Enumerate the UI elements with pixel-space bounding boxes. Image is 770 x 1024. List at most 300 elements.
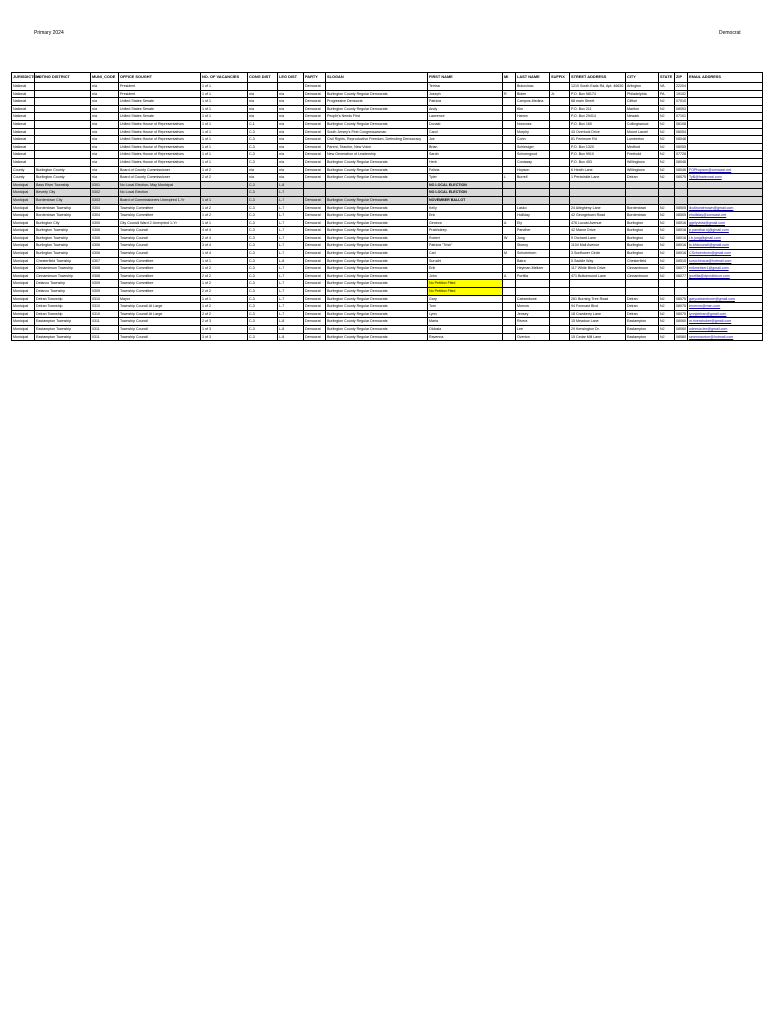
cell-zip: 08515 [675,257,688,265]
cell-first-name: Lynn [428,310,503,318]
cell-office-sought: Township Committee [119,272,201,280]
cell-first-name: Carol [428,128,503,136]
cell-street-address [570,189,626,197]
cell-first-name: Patricia "Trish" [428,242,503,250]
cell-muni-code: 0302 [91,189,119,197]
cell-vacancies: 2 of 2 [201,288,248,296]
cell-slogan: Burlington County Regular Democrats [326,310,428,318]
cell-zip [675,288,688,296]
cell-zip: 08016 [675,219,688,227]
cell-mi: A [503,272,516,280]
cell-email-address [688,90,763,98]
cell-muni-code: n/a [91,113,119,121]
cell-email-address[interactable]: suruchinaus@hotmail.com [688,257,763,265]
cell-vacancies: 2 of 2 [201,310,248,318]
cell-jurisdiction: Municipal [12,318,35,326]
cell-email-address[interactable]: FOPhopson@comcast.net [688,166,763,174]
cell-vacancies [201,189,248,197]
cell-mi [503,257,516,265]
cell-suffix [550,219,570,227]
cell-email-address[interactable]: ts.bhtcouncil@gmail.com [688,242,763,250]
cell-party: Democrat [304,196,326,204]
cell-state: NJ [659,326,675,334]
cell-email-address[interactable]: tmorrow@msn.com [688,303,763,311]
cell-street-address: 1104 Mail Avenue [570,242,626,250]
cell-last-name: Schlesiger [516,143,550,151]
cell-zip: 08075 [675,295,688,303]
cell-office-sought: No Local Election [119,189,201,197]
cell-zip [675,189,688,197]
cell-leg-dist: n/a [278,105,304,113]
cell-vacancies: 2 of 2 [201,174,248,182]
cell-city: Newark [626,113,659,121]
cell-street-address: 9 Orchard Lane [570,234,626,242]
cell-mi [503,98,516,106]
cell-zip [675,181,688,189]
cell-leg-dist: L-8 [278,318,304,326]
cell-first-name: Joseph [428,90,503,98]
cell-last-name: Lasko [516,204,550,212]
cell-last-name [516,288,550,296]
cell-suffix [550,158,570,166]
cell-slogan: New Generation of Leadership [326,151,428,159]
cell-street-address: 6 Heath Lane [570,166,626,174]
cell-state: NJ [659,250,675,258]
cell-jurisdiction: National [12,120,35,128]
cell-zip: 07010 [675,98,688,106]
cell-voting-district: Delanco Township [35,280,91,288]
cell-voting-district [35,158,91,166]
cell-office-sought: United States House of Representatives [119,151,201,159]
cell-mi [503,303,516,311]
cell-cong-dist: C-3 [248,310,278,318]
cell-jurisdiction: Municipal [12,250,35,258]
cell-cong-dist: C-3 [248,318,278,326]
cell-street-address: 1210 South Eads Rd, Apt. 46630 [570,83,626,91]
table-row [12,204,763,212]
cell-zip: 08060 [675,326,688,334]
cell-party: Democrat [304,166,326,174]
cell-vacancies: 1 of 1 [201,83,248,91]
cell-slogan: Burlington County Regular Democrats [326,318,428,326]
cell-state: NJ [659,295,675,303]
column-header-no-of-vacancies: NO. OF VACANCIES [201,73,248,83]
cell-first-name: Andy [428,105,503,113]
cell-slogan: Burlington County Regular Democrats [326,250,428,258]
cell-leg-dist: L-8 [278,333,304,341]
cell-street-address: 117 White Birch Drive [570,265,626,273]
cell-office-sought: United States Senate [119,113,201,121]
cell-street-address: 29 Kensington Dr. [570,326,626,334]
cell-vacancies: 1 of 1 [201,143,248,151]
cell-muni-code: n/a [91,105,119,113]
cell-slogan: Burlington County Regular Democrats [326,326,428,334]
cell-office-sought: Township Committee [119,212,201,220]
cell-zip: 08075 [675,310,688,318]
column-header-first-name: FIRST NAME [428,73,503,83]
cell-cong-dist: C-3 [248,151,278,159]
cell-zip: 08060 [675,318,688,326]
cell-slogan: South Jersey's First Congresswoman [326,128,428,136]
cell-slogan: Burlington County Regular Democrats [326,227,428,235]
cell-email-address[interactable]: ggelyvista@gmail.com [688,219,763,227]
column-header-mi: MI [503,73,516,83]
cell-suffix [550,310,570,318]
cell-first-name: No Petition Filed [428,280,503,288]
cell-party: Democrat [304,303,326,311]
cell-cong-dist: C-3 [248,212,278,220]
table-row [12,318,763,326]
cell-office-sought: United States House of Representatives [119,158,201,166]
cell-email-address [688,196,763,204]
cell-slogan [326,83,428,91]
table-row [12,120,763,128]
cell-vacancies: 4 of 4 [201,227,248,235]
cell-cong-dist: C-3 [248,257,278,265]
cell-suffix [550,98,570,106]
cell-office-sought: City Council Ward 2 Unexpired 1-Yr [119,219,201,227]
cell-voting-district: Chesterfield Township [35,257,91,265]
cell-mi [503,280,516,288]
cell-suffix [550,212,570,220]
cell-state: NJ [659,212,675,220]
cell-city: Arlington [626,83,659,91]
cell-email-address [688,181,763,189]
column-header-email-address: EMAIL ADDRESS [688,73,763,83]
cell-last-name: Ely [516,219,550,227]
cell-last-name: Pandher [516,227,550,235]
cell-city: Burlington [626,234,659,242]
cell-state: NJ [659,257,675,265]
cell-first-name: Joe [428,136,503,144]
cell-mi [503,128,516,136]
cell-leg-dist: L-7 [278,265,304,273]
cell-muni-code: 0310 [91,310,119,318]
table-row [12,189,763,197]
cell-suffix [550,234,570,242]
cell-slogan: Burlington County Regular Democrats [326,242,428,250]
cell-vacancies: 1 of 2 [201,204,248,212]
cell-suffix [550,166,570,174]
cell-street-address [570,288,626,296]
cell-muni-code: n/a [91,120,119,128]
cell-first-name: Tyler [428,174,503,182]
table-row [12,234,763,242]
cell-state: PA [659,90,675,98]
column-header-party: PARTY [304,73,326,83]
cell-street-address: P.O. Box 1320 [570,143,626,151]
header-row [12,73,763,83]
cell-cong-dist: C-3 [248,219,278,227]
cell-city: Burlington [626,242,659,250]
cell-party: Democrat [304,174,326,182]
cell-vacancies: 1 of 2 [201,166,248,174]
cell-suffix [550,189,570,197]
cell-slogan: Burlington County Regular Democrats [326,105,428,113]
cell-email-address [688,98,763,106]
cell-slogan: Burlington County Regular Democrats [326,174,428,182]
cell-zip: 08016 [675,242,688,250]
cell-first-name: Herb [428,158,503,166]
cell-muni-code: 0303 [91,196,119,204]
cell-email-address[interactable]: odeesia.lee@gmail.com [688,326,763,334]
cell-party: Democrat [304,143,326,151]
cell-vacancies [201,181,248,189]
cell-muni-code: 0307 [91,257,119,265]
cell-mi [503,143,516,151]
cell-cong-dist: n/a [248,174,278,182]
cell-zip: 08016 [675,234,688,242]
cell-city: Delran [626,174,659,182]
cell-mi: W [503,234,516,242]
table-row [12,219,763,227]
cell-state: NJ [659,158,675,166]
table-row [12,227,763,235]
cell-office-sought: Township Committee [119,257,201,265]
table-row [12,295,763,303]
table-row [12,303,763,311]
cell-last-name: Overton [516,333,550,341]
cell-email-address [688,280,763,288]
cell-muni-code: 0311 [91,333,119,341]
cell-mi [503,136,516,144]
cell-city: Delran [626,310,659,318]
cell-leg-dist: L-7 [278,234,304,242]
cell-email-address[interactable]: m.riverahuber@gmail.com [688,318,763,326]
cell-voting-district: Burlington County [35,174,91,182]
cell-email-address[interactable]: r.b.jung@gmail.com [688,234,763,242]
table-row [12,128,763,136]
cell-voting-district: Cinnaminson Township [35,272,91,280]
cell-street-address: 18 Cranberry Lane [570,310,626,318]
cell-slogan: Burlington County Regular Democrats [326,257,428,265]
cell-first-name: Brian [428,143,503,151]
cell-city: Cinnaminson [626,272,659,280]
table-row [12,250,763,258]
cell-slogan: Civil Rights, Reproductive Freedom, Defending Democracy [326,136,428,144]
cell-email-address[interactable]: CSchoenborn@gmail.com [688,250,763,258]
cell-state: NJ [659,272,675,280]
cell-party: Democrat [304,120,326,128]
cell-voting-district [35,128,91,136]
cell-party [304,181,326,189]
cell-street-address: P.O. Box 9910 [570,151,626,159]
cell-first-name: Robert [428,234,503,242]
table-row [12,196,763,204]
cell-party: Democrat [304,151,326,159]
cell-state [659,181,675,189]
cell-email-address[interactable]: p.pandhar.nj@gmail.com [688,227,763,235]
cell-jurisdiction: Municipal [12,196,35,204]
cell-cong-dist: C-3 [248,272,278,280]
cell-slogan: Burlington County Regular Democrats [326,234,428,242]
candidate-table [11,72,763,341]
cell-muni-code: n/a [91,158,119,166]
cell-email-address[interactable]: ravennaorton@hotmail.com [688,333,763,341]
cell-zip: 08046 [675,166,688,174]
cell-mi [503,151,516,159]
cell-party: Democrat [304,98,326,106]
cell-email-address [688,128,763,136]
cell-zip: 08055 [675,143,688,151]
cell-office-sought: President [119,90,201,98]
cell-first-name: John [428,272,503,280]
cell-muni-code: 0304 [91,212,119,220]
cell-muni-code: n/a [91,98,119,106]
column-header-slogan: SLOGAN [326,73,428,83]
cell-jurisdiction: Municipal [12,280,35,288]
cell-cong-dist: C-3 [248,128,278,136]
cell-mi [503,105,516,113]
cell-mi [503,227,516,235]
cell-slogan: Burlington County Regular Democrats [326,333,428,341]
cell-party: Democrat [304,295,326,303]
cell-slogan: Burlington County Regular Democrats [326,212,428,220]
cell-mi [503,120,516,128]
cell-cong-dist: C-3 [248,288,278,296]
table-row [12,288,763,296]
cell-zip: 08016 [675,250,688,258]
cell-mi [503,189,516,197]
cell-leg-dist: L-7 [278,227,304,235]
cell-party: Democrat [304,212,326,220]
cell-mi [503,295,516,303]
cell-slogan [326,181,428,189]
cell-office-sought: Board of County Commissioner [119,166,201,174]
cell-email-address[interactable]: lko4bordenown@gmail.com [688,204,763,212]
cell-jurisdiction: Municipal [12,265,35,273]
cell-jurisdiction: Municipal [12,326,35,334]
cell-street-address: P.O. Box 493 [570,158,626,166]
cell-mi [503,333,516,341]
cell-jurisdiction: National [12,90,35,98]
cell-email-address[interactable]: jportilla@dprodbbcor.com [688,272,763,280]
cell-muni-code: n/a [91,136,119,144]
cell-slogan: Burlington County Regular Democrats [326,265,428,273]
table-row [12,105,763,113]
cell-muni-code: 0306 [91,250,119,258]
column-header-state: STATE [659,73,675,83]
cell-muni-code: n/a [91,128,119,136]
table-row [12,158,763,166]
cell-jurisdiction: Municipal [12,219,35,227]
cell-email-address[interactable]: lynnjdelran@gmail.com [688,310,763,318]
cell-email-address[interactable]: TyB@fosterural.com [688,174,763,182]
cell-suffix [550,242,570,250]
table-row [12,265,763,273]
cell-slogan: Burlington County Regular Democrats [326,166,428,174]
cell-cong-dist [248,83,278,91]
cell-muni-code: 0308 [91,265,119,273]
cell-office-sought: Township Committee [119,288,201,296]
cell-city [626,181,659,189]
cell-jurisdiction: Municipal [12,295,35,303]
cell-city: Burlington [626,227,659,235]
cell-party: Democrat [304,318,326,326]
cell-mi [503,204,516,212]
cell-jurisdiction: National [12,143,35,151]
column-header-cong-dist: CONG DIST [248,73,278,83]
cell-city: Clifton [626,98,659,106]
cell-jurisdiction: Municipal [12,189,35,197]
cell-voting-district: Delran Township [35,295,91,303]
cell-city: Cinnaminson [626,265,659,273]
cell-voting-district: Eastampton Township [35,333,91,341]
cell-last-name: Cohn [516,136,550,144]
cell-state: NJ [659,136,675,144]
cell-jurisdiction: National [12,136,35,144]
cell-vacancies: 2 of 4 [201,234,248,242]
cell-office-sought: Township Council [119,333,201,341]
cell-street-address: 42 Manor Drive [570,227,626,235]
cell-state: NJ [659,204,675,212]
cell-cong-dist: C-3 [248,333,278,341]
cell-street-address: 15 Cedar Mill Lane [570,333,626,341]
cell-zip: 08046 [675,158,688,166]
cell-mi [503,196,516,204]
cell-email-address [688,288,763,296]
cell-email-address[interactable]: garycatrambone@gmail.com [688,295,763,303]
cell-zip: 08060 [675,333,688,341]
cell-leg-dist [278,83,304,91]
table-row [12,212,763,220]
cell-mi [503,212,516,220]
cell-cong-dist: C-3 [248,280,278,288]
cell-muni-code: n/a [91,90,119,98]
cell-state: NJ [659,120,675,128]
cell-email-address[interactable]: erikmeltzer1@gmail.com [688,265,763,273]
cell-vacancies: 1 of 1 [201,219,248,227]
cell-cong-dist: C-3 [248,143,278,151]
cell-email-address[interactable]: eholliday@comcast.net [688,212,763,220]
cell-office-sought: No Local Election- May Municipal [119,181,201,189]
cell-city: Burlington [626,219,659,227]
cell-state: NJ [659,227,675,235]
cell-voting-district [35,113,91,121]
cell-city: Willingboro [626,166,659,174]
cell-jurisdiction: County [12,166,35,174]
cell-state: NJ [659,333,675,341]
cell-cong-dist: C-3 [248,158,278,166]
table-row [12,280,763,288]
cell-state: NJ [659,105,675,113]
cell-zip: 22204 [675,83,688,91]
cell-cong-dist: C-3 [248,189,278,197]
cell-zip: 08077 [675,272,688,280]
cell-jurisdiction: National [12,105,35,113]
cell-last-name: Schoengood [516,151,550,159]
cell-jurisdiction: Municipal [12,242,35,250]
cell-cong-dist: C-3 [248,204,278,212]
cell-muni-code: n/a [91,151,119,159]
cell-cong-dist: C-3 [248,234,278,242]
cell-zip [675,280,688,288]
cell-leg-dist: n/a [278,143,304,151]
cell-suffix [550,272,570,280]
cell-cong-dist: C-3 [248,295,278,303]
cell-suffix [550,196,570,204]
cell-zip: 07101 [675,113,688,121]
cell-office-sought: United States Senate [119,105,201,113]
cell-vacancies: 1 of 2 [201,280,248,288]
cell-office-sought: Township Council At Large [119,310,201,318]
cell-mi: R [503,90,516,98]
cell-slogan: Progressive Democrat [326,98,428,106]
cell-suffix [550,181,570,189]
cell-vacancies: 1 of 2 [201,303,248,311]
cell-voting-district: Delanco Township [35,288,91,296]
cell-leg-dist: n/a [278,174,304,182]
